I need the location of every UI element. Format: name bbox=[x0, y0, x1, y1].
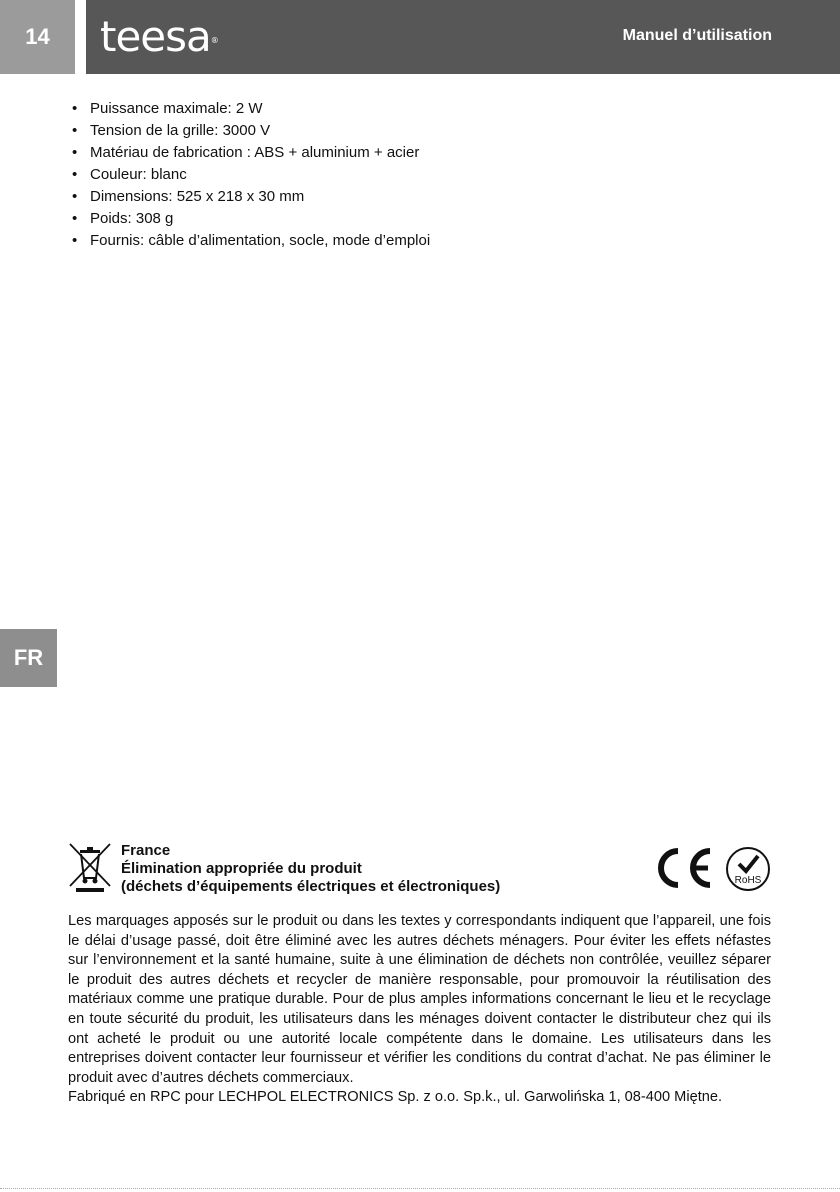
spec-item: • Tension de la grille: 3000 V bbox=[72, 120, 430, 142]
brand-logo bbox=[100, 12, 218, 62]
disposal-title: Élimination appropriée du produit bbox=[121, 860, 362, 877]
disposal-paragraph: Les marquages apposés sur le produit ou dans les textes y correspondants indiquent que l’appareil, une fois le délai d’usage passé, doit être éliminé avec les autres déchets ménagers. Pour éviter les effets néfastes sur l’environnement et la santé humaine, suite à une élimination de déchets non contrôlée, veuillez séparer le produit des autres déchets et recycler de manière responsable, pour promouvoir la réutilisation des matériaux comme une pratique durable. Pour de plus amples informations concernant le lieu et le recyclage en toute sécurité du produit, les utilisateurs dans les ménages doivent contacter le distributeur chez qui ils ont acheté le produit ou une autorité locale compétente dans le domaine. Les utilisateurs dans les entreprises doivent contacter leur fournisseur et vérifier les conditions du contrat d’achat. Ne pas éliminer le produit avec d’autres déchets commerciaux. bbox=[68, 913, 771, 1086]
disposal-body bbox=[68, 912, 771, 1108]
ce-mark-icon bbox=[652, 847, 716, 889]
page-number: 14 bbox=[0, 0, 75, 74]
spec-item: • Matériau de fabrication : ABS + aluminium + acier bbox=[72, 142, 430, 164]
weee-bin-icon bbox=[68, 842, 112, 892]
spec-item: • Couleur: blanc bbox=[72, 164, 430, 186]
spec-list bbox=[72, 98, 430, 252]
spec-item: • Poids: 308 g bbox=[72, 208, 430, 230]
brand-name: teesa bbox=[100, 12, 211, 61]
header-title: Manuel d’utilisation bbox=[622, 27, 772, 44]
disposal-heading bbox=[121, 842, 500, 896]
rohs-label: RoHS bbox=[734, 875, 762, 886]
spec-item: • Puissance maximale: 2 W bbox=[72, 98, 430, 120]
language-tab: FR bbox=[0, 629, 57, 687]
footer-divider bbox=[0, 1188, 840, 1191]
spec-item: • Fournis: câble d’alimentation, socle, mode d’emploi bbox=[72, 230, 430, 252]
spec-item: • Dimensions: 525 x 218 x 30 mm bbox=[72, 186, 430, 208]
rohs-icon bbox=[725, 846, 771, 892]
disposal-subtitle: (déchets d’équipements électriques et électroniques) bbox=[121, 878, 501, 895]
brand-mark: ® bbox=[210, 36, 218, 45]
manufacturer-line: Fabriqué en RPC pour LECHPOL ELECTRONICS Sp. z o.o. Sp.k., ul. Garwolińska 1, 08-400 Miętne. bbox=[68, 1089, 723, 1106]
header-bar bbox=[86, 0, 840, 74]
disposal-country: France bbox=[121, 842, 171, 859]
